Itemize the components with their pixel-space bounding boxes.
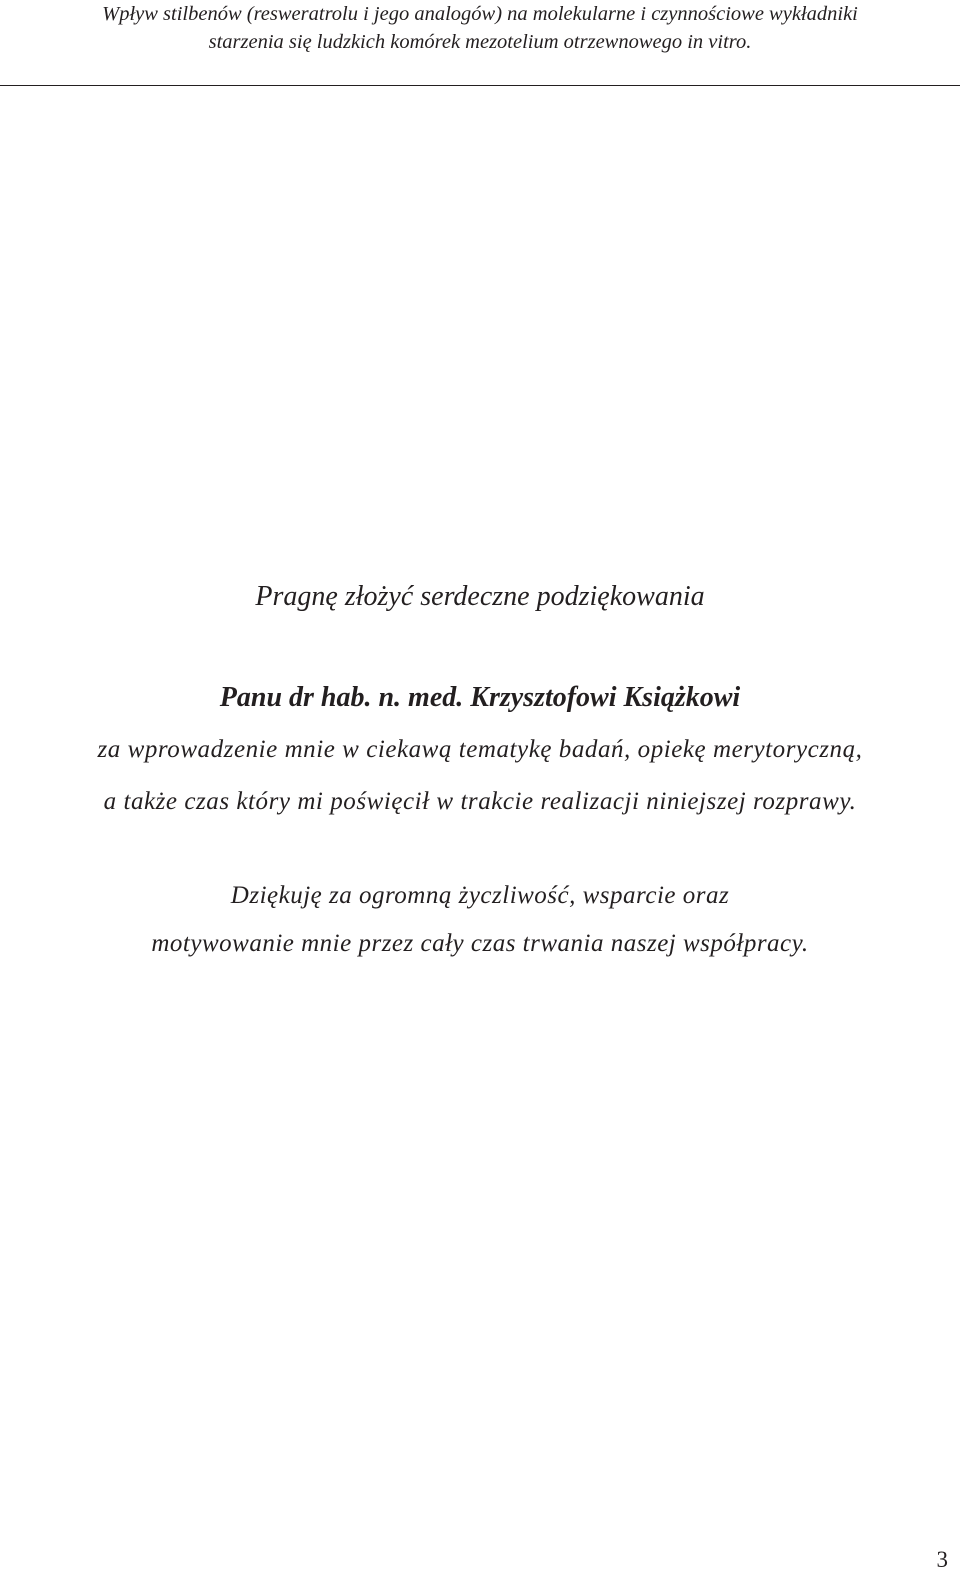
acknowledgement-reason-line-2: a także czas który mi poświęcił w trakcie realizacji niniejszej rozprawy.	[103, 788, 857, 815]
acknowledgement-thanks-line-2: motywowanie mnie przez cały czas trwania naszej współpracy.	[151, 930, 809, 957]
acknowledgement-reason-line-1: za wprowadzenie mnie w ciekawą tematykę badań, opiekę merytoryczną,	[97, 736, 863, 763]
running-header	[0, 0, 960, 56]
page-number: 3	[936, 1547, 948, 1572]
acknowledgement-thanks	[0, 872, 960, 968]
header-divider	[0, 85, 960, 86]
acknowledgement-reason	[0, 724, 960, 828]
acknowledgement-thanks-line-1: Dziękuję za ogromną życzliwość, wsparcie oraz	[230, 882, 730, 909]
acknowledgement-intro: Pragnę złożyć serdeczne podziękowania	[255, 581, 705, 612]
acknowledgement-recipient: Panu dr hab. n. med. Krzysztofowi Książkowi	[219, 682, 741, 713]
running-header-line-1: Wpływ stilbenów (resweratrolu i jego analogów) na molekularne i czynnościowe wykładniki	[102, 3, 858, 25]
running-header-line-2: starzenia się ludzkich komórek mezotelium otrzewnowego in vitro.	[208, 31, 752, 53]
